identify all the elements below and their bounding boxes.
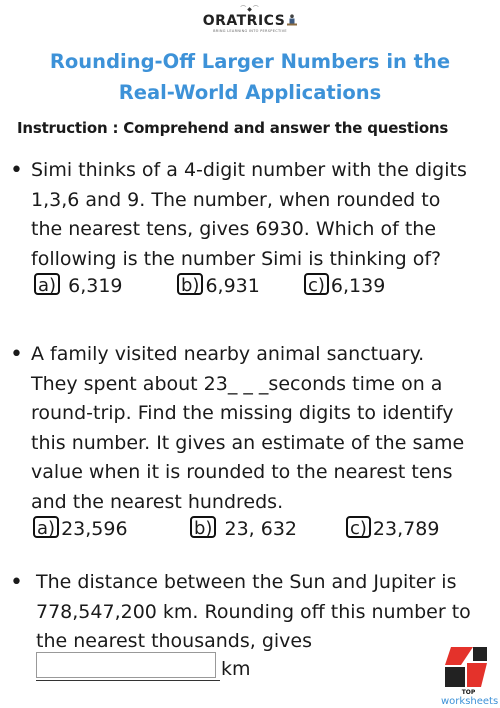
question-line: 1,3,6 and 9. The number, when rounded to [31, 188, 441, 211]
option-letter: c) [346, 516, 371, 538]
crown-icon: ⌒◆⌒ [240, 6, 260, 13]
question-line: the nearest thousands, gives [36, 630, 313, 652]
question-line: Simi thinks of a 4-digit number with the digits [31, 159, 467, 181]
option-value: 6,139 [330, 275, 386, 297]
option-letter: c) [304, 273, 329, 295]
option-a[interactable] [33, 516, 128, 542]
bullet-icon: • [10, 158, 23, 183]
question-line: 778,547,200 km. Rounding off this number to [36, 600, 471, 623]
option-value: 6,319 [62, 275, 123, 297]
question-line: this number. It gives an estimate of the same [31, 431, 465, 454]
bullet-icon: • [10, 342, 23, 367]
topworksheets-mark-icon [443, 645, 489, 689]
option-letter: a) [33, 516, 59, 538]
page-title [20, 46, 480, 108]
brand-worksheets: worksheets [441, 696, 499, 707]
option-b[interactable] [177, 273, 260, 299]
bullet-icon: • [10, 570, 23, 595]
option-b[interactable] [190, 516, 297, 542]
option-value: 23, 632 [218, 518, 298, 540]
question-line: round-trip. Find the missing digits to identify [31, 402, 454, 424]
option-value: 6,931 [205, 275, 260, 297]
oratrics-logo [0, 6, 500, 34]
question-line: value when it is rounded to the nearest tens [31, 461, 453, 483]
instruction-text: Instruction : Comprehend and answer the questions [17, 119, 449, 137]
logo-name: ORATRICS [202, 13, 286, 29]
answer-input[interactable] [36, 652, 216, 678]
option-a[interactable] [34, 273, 123, 299]
question-line: the nearest tens, gives 6930. Which of the [31, 218, 437, 240]
question-line: The distance between the Sun and Jupiter is [36, 571, 457, 593]
answer-underline [36, 680, 220, 681]
teacher-icon [287, 14, 297, 26]
question-line: and the nearest hundreds. [31, 490, 284, 513]
question-line: A family visited nearby animal sanctuary. [31, 343, 425, 365]
option-value: 23,789 [372, 518, 440, 540]
option-letter: b) [190, 516, 216, 538]
option-c[interactable] [304, 273, 385, 299]
unit-label: km [221, 658, 251, 680]
title-line-1: Rounding-Off Larger Numbers in the [49, 50, 451, 73]
brand-top: TOP [461, 689, 476, 696]
question-line: following is the number Simi is thinking of? [31, 247, 442, 270]
option-letter: b) [177, 273, 203, 295]
option-letter: a) [34, 273, 60, 295]
option-c[interactable] [346, 516, 439, 542]
option-value: 23,596 [61, 518, 128, 540]
logo-tagline: BRING LEARNING INTO PERSPECTIVE [213, 29, 287, 33]
question-line: They spent about 23_ _ _seconds time on a [31, 372, 443, 395]
title-line-2: Real-World Applications [118, 81, 382, 104]
